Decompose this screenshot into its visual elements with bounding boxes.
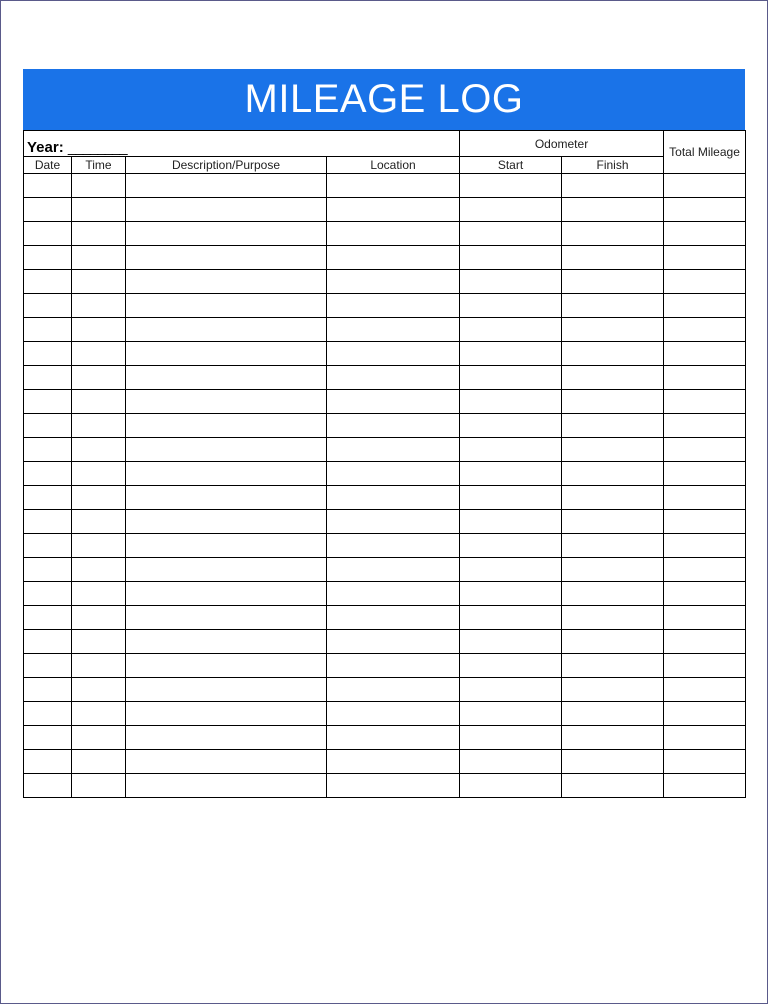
total-mileage-cell[interactable] xyxy=(664,198,746,222)
odometer-finish-cell[interactable] xyxy=(562,270,664,294)
location-cell[interactable] xyxy=(327,318,460,342)
total-mileage-cell[interactable] xyxy=(664,462,746,486)
odometer-finish-cell[interactable] xyxy=(562,294,664,318)
location-cell[interactable] xyxy=(327,726,460,750)
odometer-start-cell[interactable] xyxy=(460,678,562,702)
date-cell[interactable] xyxy=(24,750,72,774)
description-cell[interactable] xyxy=(126,294,327,318)
time-cell[interactable] xyxy=(72,630,126,654)
odometer-start-cell[interactable] xyxy=(460,702,562,726)
location-cell[interactable] xyxy=(327,390,460,414)
location-cell[interactable] xyxy=(327,342,460,366)
odometer-finish-cell[interactable] xyxy=(562,534,664,558)
description-cell[interactable] xyxy=(126,414,327,438)
description-cell[interactable] xyxy=(126,438,327,462)
description-cell[interactable] xyxy=(126,678,327,702)
total-mileage-cell[interactable] xyxy=(664,294,746,318)
odometer-start-cell[interactable] xyxy=(460,774,562,798)
time-cell[interactable] xyxy=(72,270,126,294)
location-cell[interactable] xyxy=(327,294,460,318)
total-mileage-cell[interactable] xyxy=(664,534,746,558)
table-row xyxy=(24,318,746,342)
location-cell[interactable] xyxy=(327,414,460,438)
location-cell[interactable] xyxy=(327,582,460,606)
odometer-start-cell[interactable] xyxy=(460,558,562,582)
location-cell[interactable] xyxy=(327,750,460,774)
odometer-finish-cell[interactable] xyxy=(562,510,664,534)
location-cell[interactable] xyxy=(327,486,460,510)
odometer-finish-cell[interactable] xyxy=(562,774,664,798)
time-cell[interactable] xyxy=(72,606,126,630)
time-cell[interactable] xyxy=(72,246,126,270)
title-banner xyxy=(23,69,745,130)
table-row xyxy=(24,294,746,318)
page-title: MILEAGE LOG xyxy=(244,77,524,121)
location-cell[interactable] xyxy=(327,462,460,486)
odometer-start-cell[interactable] xyxy=(460,318,562,342)
description-cell[interactable] xyxy=(126,582,327,606)
table-row xyxy=(24,606,746,630)
odometer-finish-cell[interactable] xyxy=(562,318,664,342)
table-row xyxy=(24,750,746,774)
time-cell[interactable] xyxy=(72,510,126,534)
time-cell[interactable] xyxy=(72,750,126,774)
odometer-start-cell[interactable] xyxy=(460,534,562,558)
description-cell[interactable] xyxy=(126,486,327,510)
table-row xyxy=(24,462,746,486)
total-mileage-cell[interactable] xyxy=(664,318,746,342)
odometer-finish-cell[interactable] xyxy=(562,630,664,654)
table-row xyxy=(24,510,746,534)
odometer-start-cell[interactable] xyxy=(460,270,562,294)
description-cell[interactable] xyxy=(126,318,327,342)
table-row xyxy=(24,270,746,294)
odometer-start-cell[interactable] xyxy=(460,726,562,750)
total-mileage-cell[interactable] xyxy=(664,486,746,510)
total-mileage-cell[interactable] xyxy=(664,390,746,414)
odometer-finish-cell[interactable] xyxy=(562,222,664,246)
table-row xyxy=(24,702,746,726)
header-row-top xyxy=(24,131,746,157)
location-cell[interactable] xyxy=(327,222,460,246)
mileage-log-table xyxy=(23,130,746,798)
odometer-start-cell[interactable] xyxy=(460,654,562,678)
date-header: Date xyxy=(24,157,72,174)
description-cell[interactable] xyxy=(126,390,327,414)
date-cell[interactable] xyxy=(24,606,72,630)
odometer-start-cell[interactable] xyxy=(460,366,562,390)
date-cell[interactable] xyxy=(24,174,72,198)
description-cell[interactable] xyxy=(126,654,327,678)
odometer-finish-cell[interactable] xyxy=(562,606,664,630)
description-cell[interactable] xyxy=(126,270,327,294)
description-cell[interactable] xyxy=(126,630,327,654)
total-mileage-cell[interactable] xyxy=(664,222,746,246)
start-header: Start xyxy=(460,157,562,174)
description-cell[interactable] xyxy=(126,606,327,630)
time-cell[interactable] xyxy=(72,414,126,438)
location-cell[interactable] xyxy=(327,270,460,294)
time-cell[interactable] xyxy=(72,726,126,750)
date-cell[interactable] xyxy=(24,366,72,390)
table-row xyxy=(24,678,746,702)
odometer-finish-cell[interactable] xyxy=(562,750,664,774)
table-row xyxy=(24,630,746,654)
odometer-finish-cell[interactable] xyxy=(562,726,664,750)
date-cell[interactable] xyxy=(24,270,72,294)
description-cell[interactable] xyxy=(126,462,327,486)
total-mileage-cell[interactable] xyxy=(664,342,746,366)
time-cell[interactable] xyxy=(72,438,126,462)
table-row xyxy=(24,246,746,270)
total-mileage-cell[interactable] xyxy=(664,726,746,750)
time-cell[interactable] xyxy=(72,390,126,414)
odometer-start-cell[interactable] xyxy=(460,414,562,438)
odometer-finish-cell[interactable] xyxy=(562,582,664,606)
table-row xyxy=(24,198,746,222)
location-cell[interactable] xyxy=(327,534,460,558)
table-row xyxy=(24,174,746,198)
table-row xyxy=(24,486,746,510)
description-cell[interactable] xyxy=(126,534,327,558)
time-cell[interactable] xyxy=(72,582,126,606)
time-cell[interactable] xyxy=(72,318,126,342)
date-cell[interactable] xyxy=(24,198,72,222)
description-cell[interactable] xyxy=(126,222,327,246)
total-mileage-cell[interactable] xyxy=(664,774,746,798)
finish-header: Finish xyxy=(562,157,664,174)
odometer-start-cell[interactable] xyxy=(460,582,562,606)
total-mileage-cell[interactable] xyxy=(664,558,746,582)
location-cell[interactable] xyxy=(327,606,460,630)
date-cell[interactable] xyxy=(24,462,72,486)
total-mileage-cell[interactable] xyxy=(664,246,746,270)
time-cell[interactable] xyxy=(72,294,126,318)
odometer-finish-cell[interactable] xyxy=(562,462,664,486)
date-cell[interactable] xyxy=(24,654,72,678)
location-cell[interactable] xyxy=(327,366,460,390)
table-row xyxy=(24,726,746,750)
description-cell[interactable] xyxy=(126,726,327,750)
time-cell[interactable] xyxy=(72,774,126,798)
date-cell[interactable] xyxy=(24,294,72,318)
date-cell[interactable] xyxy=(24,558,72,582)
odometer-start-cell[interactable] xyxy=(460,198,562,222)
odometer-finish-cell[interactable] xyxy=(562,198,664,222)
odometer-finish-cell[interactable] xyxy=(562,390,664,414)
description-cell[interactable] xyxy=(126,342,327,366)
table-row xyxy=(24,222,746,246)
date-cell[interactable] xyxy=(24,318,72,342)
odometer-finish-cell[interactable] xyxy=(562,678,664,702)
header-row-bottom xyxy=(24,157,746,174)
location-cell[interactable] xyxy=(327,246,460,270)
table-row xyxy=(24,774,746,798)
odometer-finish-cell[interactable] xyxy=(562,654,664,678)
location-cell[interactable] xyxy=(327,510,460,534)
table-row xyxy=(24,534,746,558)
total-mileage-header: Total Mileage xyxy=(664,131,746,174)
odometer-start-cell[interactable] xyxy=(460,606,562,630)
location-cell[interactable] xyxy=(327,198,460,222)
time-cell[interactable] xyxy=(72,222,126,246)
odometer-start-cell[interactable] xyxy=(460,462,562,486)
table-row xyxy=(24,438,746,462)
odometer-finish-cell[interactable] xyxy=(562,414,664,438)
time-cell[interactable] xyxy=(72,678,126,702)
odometer-start-cell[interactable] xyxy=(460,342,562,366)
location-cell[interactable] xyxy=(327,558,460,582)
odometer-start-cell[interactable] xyxy=(460,438,562,462)
year-label: Year: xyxy=(27,139,64,156)
time-cell[interactable] xyxy=(72,486,126,510)
description-cell[interactable] xyxy=(126,558,327,582)
total-mileage-cell[interactable] xyxy=(664,606,746,630)
year-blank: ________ xyxy=(67,139,127,156)
total-mileage-cell[interactable] xyxy=(664,366,746,390)
description-header: Description/Purpose xyxy=(126,157,327,174)
time-cell[interactable] xyxy=(72,702,126,726)
time-cell[interactable] xyxy=(72,558,126,582)
location-cell[interactable] xyxy=(327,630,460,654)
table-row xyxy=(24,582,746,606)
table-row xyxy=(24,558,746,582)
odometer-finish-cell[interactable] xyxy=(562,246,664,270)
total-mileage-cell[interactable] xyxy=(664,510,746,534)
date-cell[interactable] xyxy=(24,702,72,726)
location-cell[interactable] xyxy=(327,438,460,462)
date-cell[interactable] xyxy=(24,678,72,702)
description-cell[interactable] xyxy=(126,702,327,726)
total-mileage-cell[interactable] xyxy=(664,582,746,606)
time-cell[interactable] xyxy=(72,654,126,678)
odometer-header: Odometer xyxy=(460,131,664,157)
odometer-start-cell[interactable] xyxy=(460,630,562,654)
date-cell[interactable] xyxy=(24,534,72,558)
location-cell[interactable] xyxy=(327,174,460,198)
total-mileage-cell[interactable] xyxy=(664,270,746,294)
table-row xyxy=(24,366,746,390)
odometer-finish-cell[interactable] xyxy=(562,342,664,366)
time-header: Time xyxy=(72,157,126,174)
date-cell[interactable] xyxy=(24,342,72,366)
date-cell[interactable] xyxy=(24,582,72,606)
odometer-start-cell[interactable] xyxy=(460,486,562,510)
location-cell[interactable] xyxy=(327,678,460,702)
odometer-finish-cell[interactable] xyxy=(562,174,664,198)
table-row xyxy=(24,342,746,366)
date-cell[interactable] xyxy=(24,630,72,654)
table-row xyxy=(24,390,746,414)
description-cell[interactable] xyxy=(126,366,327,390)
date-cell[interactable] xyxy=(24,774,72,798)
total-mileage-cell[interactable] xyxy=(664,174,746,198)
odometer-finish-cell[interactable] xyxy=(562,486,664,510)
date-cell[interactable] xyxy=(24,486,72,510)
date-cell[interactable] xyxy=(24,222,72,246)
odometer-start-cell[interactable] xyxy=(460,750,562,774)
date-cell[interactable] xyxy=(24,510,72,534)
time-cell[interactable] xyxy=(72,198,126,222)
total-mileage-cell[interactable] xyxy=(664,654,746,678)
odometer-finish-cell[interactable] xyxy=(562,366,664,390)
total-mileage-cell[interactable] xyxy=(664,438,746,462)
odometer-finish-cell[interactable] xyxy=(562,438,664,462)
odometer-start-cell[interactable] xyxy=(460,246,562,270)
location-cell[interactable] xyxy=(327,702,460,726)
total-mileage-cell[interactable] xyxy=(664,750,746,774)
date-cell[interactable] xyxy=(24,390,72,414)
odometer-finish-cell[interactable] xyxy=(562,558,664,582)
table-row xyxy=(24,414,746,438)
location-cell[interactable] xyxy=(327,774,460,798)
time-cell[interactable] xyxy=(72,174,126,198)
odometer-start-cell[interactable] xyxy=(460,174,562,198)
date-cell[interactable] xyxy=(24,726,72,750)
description-cell[interactable] xyxy=(126,510,327,534)
odometer-start-cell[interactable] xyxy=(460,510,562,534)
table-row xyxy=(24,654,746,678)
description-cell[interactable] xyxy=(126,246,327,270)
description-cell[interactable] xyxy=(126,750,327,774)
location-header: Location xyxy=(327,157,460,174)
time-cell[interactable] xyxy=(72,366,126,390)
location-cell[interactable] xyxy=(327,654,460,678)
total-mileage-cell[interactable] xyxy=(664,414,746,438)
description-cell[interactable] xyxy=(126,774,327,798)
odometer-finish-cell[interactable] xyxy=(562,702,664,726)
time-cell[interactable] xyxy=(72,462,126,486)
date-cell[interactable] xyxy=(24,414,72,438)
date-cell[interactable] xyxy=(24,438,72,462)
odometer-start-cell[interactable] xyxy=(460,390,562,414)
year-field[interactable] xyxy=(24,131,460,157)
description-cell[interactable] xyxy=(126,174,327,198)
date-cell[interactable] xyxy=(24,246,72,270)
odometer-start-cell[interactable] xyxy=(460,294,562,318)
description-cell[interactable] xyxy=(126,198,327,222)
total-mileage-cell[interactable] xyxy=(664,630,746,654)
total-mileage-cell[interactable] xyxy=(664,678,746,702)
time-cell[interactable] xyxy=(72,534,126,558)
odometer-start-cell[interactable] xyxy=(460,222,562,246)
total-mileage-cell[interactable] xyxy=(664,702,746,726)
time-cell[interactable] xyxy=(72,342,126,366)
